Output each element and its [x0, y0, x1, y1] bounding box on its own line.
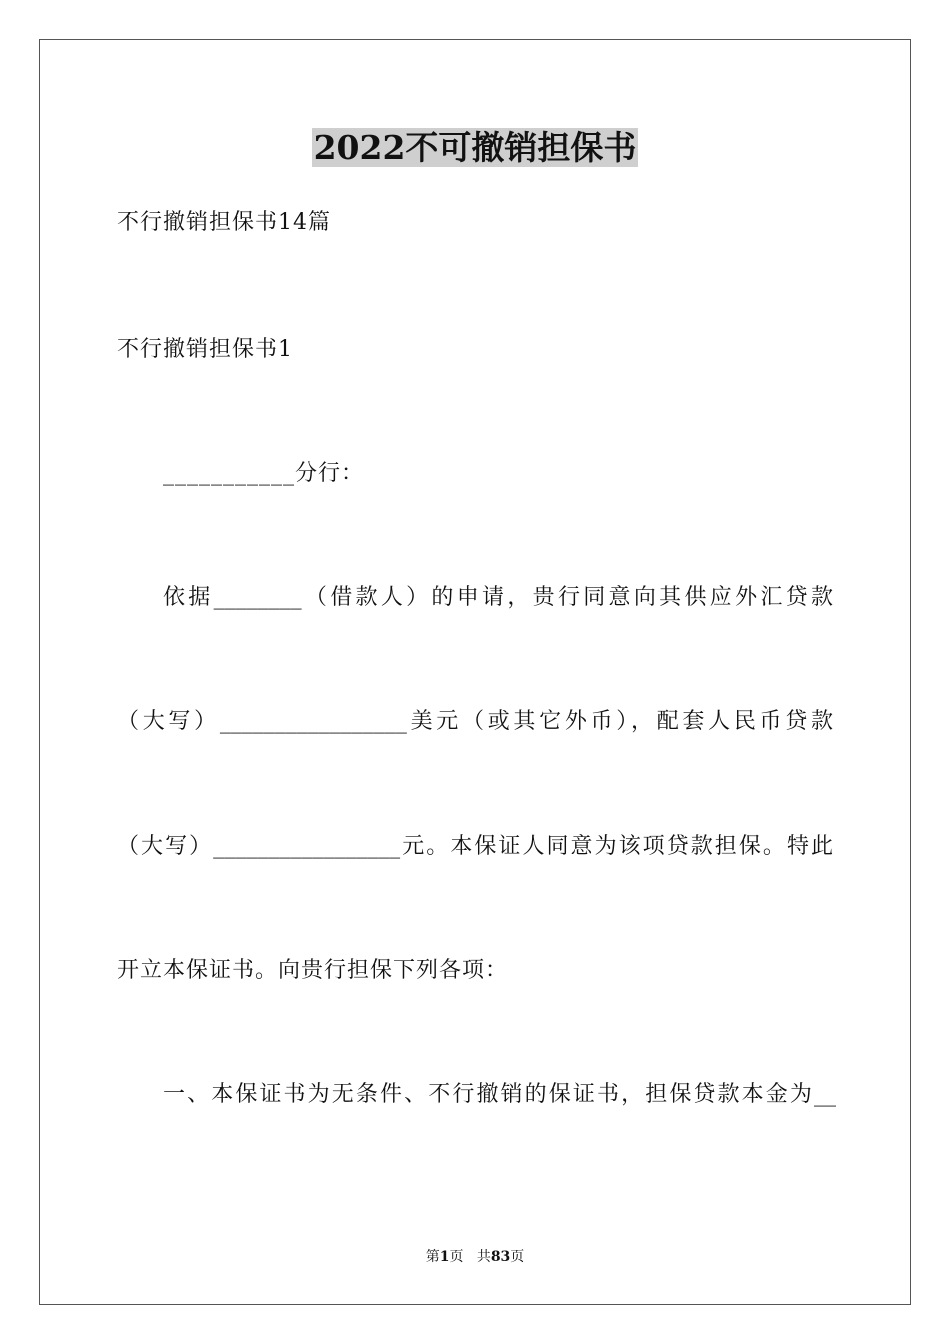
page-footer [0, 1247, 950, 1267]
body-line: 依据________（借款人）的申请，贵行同意向其供应外汇贷款 [163, 585, 833, 610]
footer-page-number: 1 [439, 1249, 450, 1265]
footer-page-unit: 页 [449, 1249, 464, 1265]
body-line: 一、本保证书为无条件、不行撤销的保证书，担保贷款本金为__ [163, 1082, 836, 1107]
body-line: （大写）_________________美元（或其它外币），配套人民币贷款 [117, 709, 833, 734]
footer-total-pages: 83 [490, 1249, 511, 1265]
body-line: （大写）_________________元。本保证人同意为该项贷款担保。特此 [117, 834, 833, 859]
document-title [0, 126, 950, 170]
body-line: 开立本保证书。向贵行担保下列各项： [117, 958, 509, 983]
document-title-text: 2022不可撤销担保书 [313, 128, 637, 167]
footer-prefix: 第 [425, 1249, 440, 1265]
footer-total-prefix: 共 [476, 1249, 491, 1265]
subtitle-line: 不行撤销担保书14篇 [117, 210, 331, 235]
footer-total-unit: 页 [510, 1249, 525, 1265]
addressee-line: ___________分行： [163, 461, 365, 486]
section-heading: 不行撤销担保书1 [117, 337, 293, 362]
